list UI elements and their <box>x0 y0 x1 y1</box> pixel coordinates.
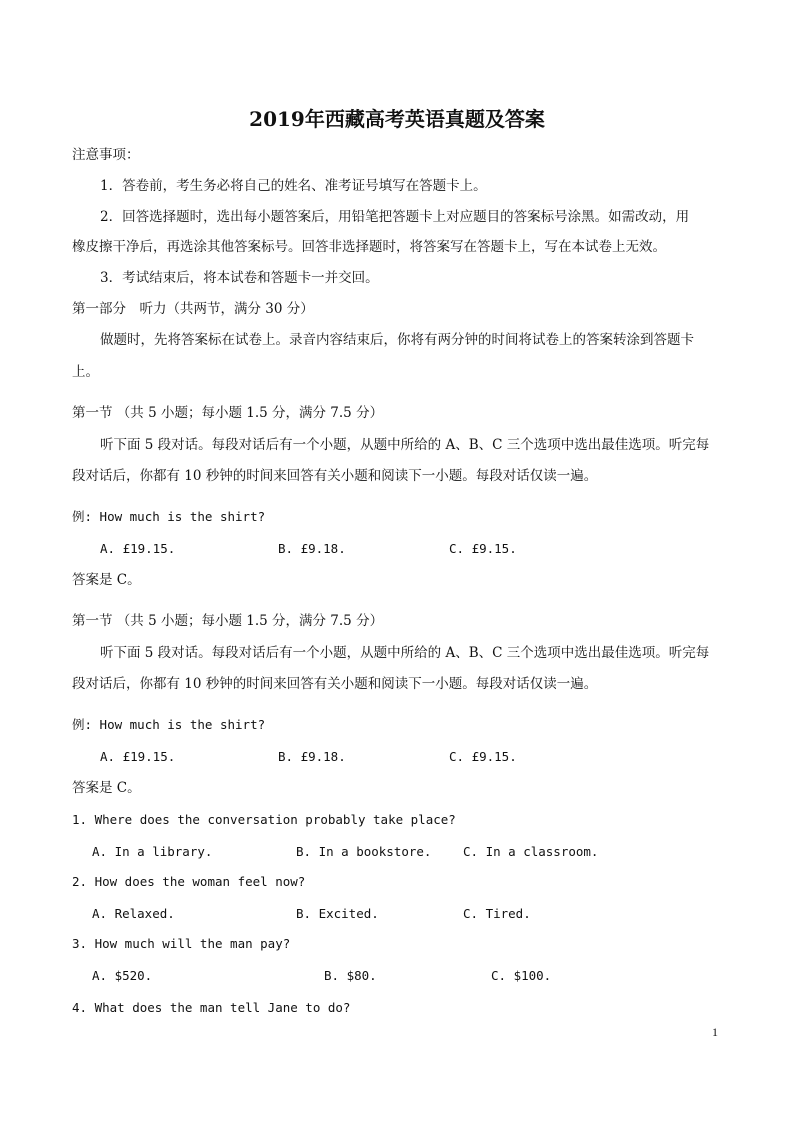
part1-heading: 第一部分 听力（共两节，满分 30 分） <box>72 301 314 317</box>
section-b-example-option-a: A. £19.15. <box>100 749 176 764</box>
question-2-option-b: B. Excited. <box>296 906 379 921</box>
notice-heading: 注意事项： <box>72 147 140 163</box>
section-a-instructions-line-1: 听下面 5 段对话。每段对话后有一个小题，从题中所给的 A、B、C 三个选项中选出最佳选项。听完每 <box>100 437 710 453</box>
question-2-option-a: A. Relaxed. <box>92 906 175 921</box>
section-a-example-option-b: B. £9.18. <box>278 541 346 556</box>
section-b-instructions-line-2: 段对话后，你都有 10 秒钟的时间来回答有关小题和阅读下一小题。每段对话仅读一遍。 <box>72 676 598 692</box>
section-b-instructions-line-1: 听下面 5 段对话。每段对话后有一个小题，从题中所给的 A、B、C 三个选项中选出最佳选项。听完每 <box>100 645 710 661</box>
part1-intro-line-1: 做题时，先将答案标在试卷上。录音内容结束后，你将有两分钟的时间将试卷上的答案转涂到答题卡 <box>100 332 694 348</box>
section-a-example-question: 例: How much is the shirt? <box>72 509 266 524</box>
question-1-option-a: A. In a library. <box>92 844 213 859</box>
notice-item-2-line-2: 橡皮擦干净后，再选涂其他答案标号。回答非选择题时，将答案写在答题卡上，写在本试卷上无效。 <box>72 239 666 255</box>
section-a-example-answer: 答案是 C。 <box>72 572 141 588</box>
section-b-example-answer: 答案是 C。 <box>72 780 141 796</box>
notice-item-3: 3．考试结束后，将本试卷和答题卡一并交回。 <box>100 270 379 286</box>
page-number: 1 <box>712 1025 718 1039</box>
question-4: 4. What does the man tell Jane to do? <box>72 1000 351 1015</box>
question-1-option-c: C. In a classroom. <box>463 844 599 859</box>
notice-item-1: 1．答卷前，考生务必将自己的姓名、准考证号填写在答题卡上。 <box>100 178 487 194</box>
part1-intro-line-2: 上。 <box>72 364 99 380</box>
section-a-instructions-line-2: 段对话后，你都有 10 秒钟的时间来回答有关小题和阅读下一小题。每段对话仅读一遍。 <box>72 468 598 484</box>
question-2: 2. How does the woman feel now? <box>72 874 306 889</box>
section-b-example-question: 例: How much is the shirt? <box>72 717 266 732</box>
section-a-example-option-c: C. £9.15. <box>449 541 517 556</box>
question-2-option-c: C. Tired. <box>463 906 531 921</box>
question-3: 3. How much will the man pay? <box>72 936 291 951</box>
notice-item-2-line-1: 2．回答选择题时，选出每小题答案后，用铅笔把答题卡上对应题目的答案标号涂黑。如需改动，用 <box>100 209 690 225</box>
question-1-option-b: B. In a bookstore. <box>296 844 432 859</box>
section-a-example-option-a: A. £19.15. <box>100 541 176 556</box>
section-b-example-option-c: C. £9.15. <box>449 749 517 764</box>
section-b-heading: 第一节 （共 5 小题；每小题 1.5 分，满分 7.5 分） <box>72 613 384 629</box>
question-1: 1. Where does the conversation probably take place? <box>72 812 456 827</box>
section-b-example-option-b: B. £9.18. <box>278 749 346 764</box>
question-3-option-a: A. $520. <box>92 968 153 983</box>
question-3-option-b: B. $80. <box>324 968 377 983</box>
section-a-heading: 第一节 （共 5 小题；每小题 1.5 分，满分 7.5 分） <box>72 405 384 421</box>
page-title: 2019年西藏高考英语真题及答案 <box>249 107 545 131</box>
question-3-option-c: C. $100. <box>491 968 552 983</box>
